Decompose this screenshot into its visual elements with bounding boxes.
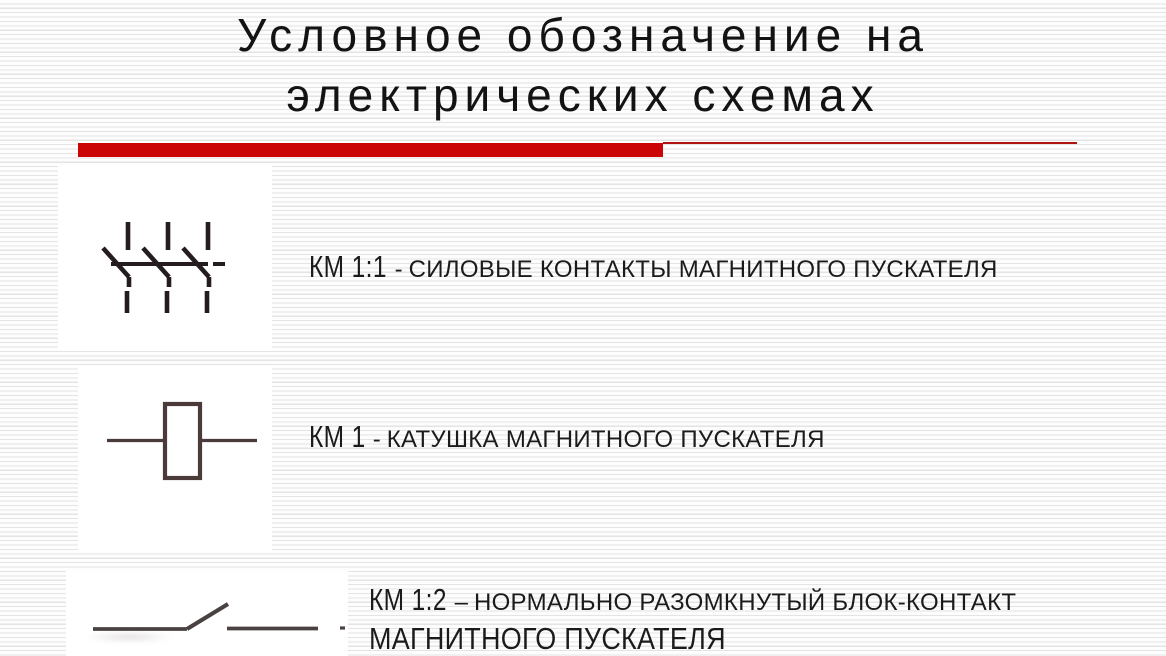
row-km11-separator: -: [394, 256, 403, 283]
no-contact-icon: [66, 571, 348, 656]
page-title-line1: Условное обозначение на: [237, 9, 929, 61]
row-km1-separator: -: [372, 426, 381, 453]
row-km11-label: [309, 249, 998, 291]
row-km12-description-line2: МАГНИТНОГО ПУСКАТЕЛЯ: [369, 621, 726, 656]
page-title-line2: электрических схемах: [286, 69, 880, 121]
symbol-box-no-contact: [66, 571, 348, 656]
symbol-box-power-contacts: [58, 165, 272, 351]
row-km12-label: [369, 583, 1016, 656]
row-km12-line2: [369, 622, 1016, 656]
power-contacts-icon: [58, 165, 272, 351]
scan-smudge: [84, 631, 174, 643]
coil-icon: [78, 366, 272, 552]
page-title: [0, 5, 1166, 125]
title-underline-bar: [78, 143, 663, 157]
row-km12-description-line1: НОРМАЛЬНО РАЗОМКНУТЫЙ БЛОК-КОНТАКТ: [473, 589, 1017, 616]
row-km1-code: КМ 1: [309, 419, 366, 454]
row-km12-code: КМ 1:2: [369, 582, 447, 617]
title-underline-line: [663, 142, 1077, 144]
row-km12-separator: –: [454, 589, 468, 616]
symbol-box-coil: [78, 366, 272, 552]
row-km11-code: КМ 1:1: [309, 249, 387, 284]
row-km11-description: СИЛОВЫЕ КОНТАКТЫ МАГНИТНОГО ПУСКАТЕЛЯ: [408, 256, 998, 283]
row-km1-label: [309, 419, 825, 461]
row-km1-description: КАТУШКА МАГНИТНОГО ПУСКАТЕЛЯ: [386, 426, 825, 453]
row-km12-line1: [369, 583, 1016, 623]
